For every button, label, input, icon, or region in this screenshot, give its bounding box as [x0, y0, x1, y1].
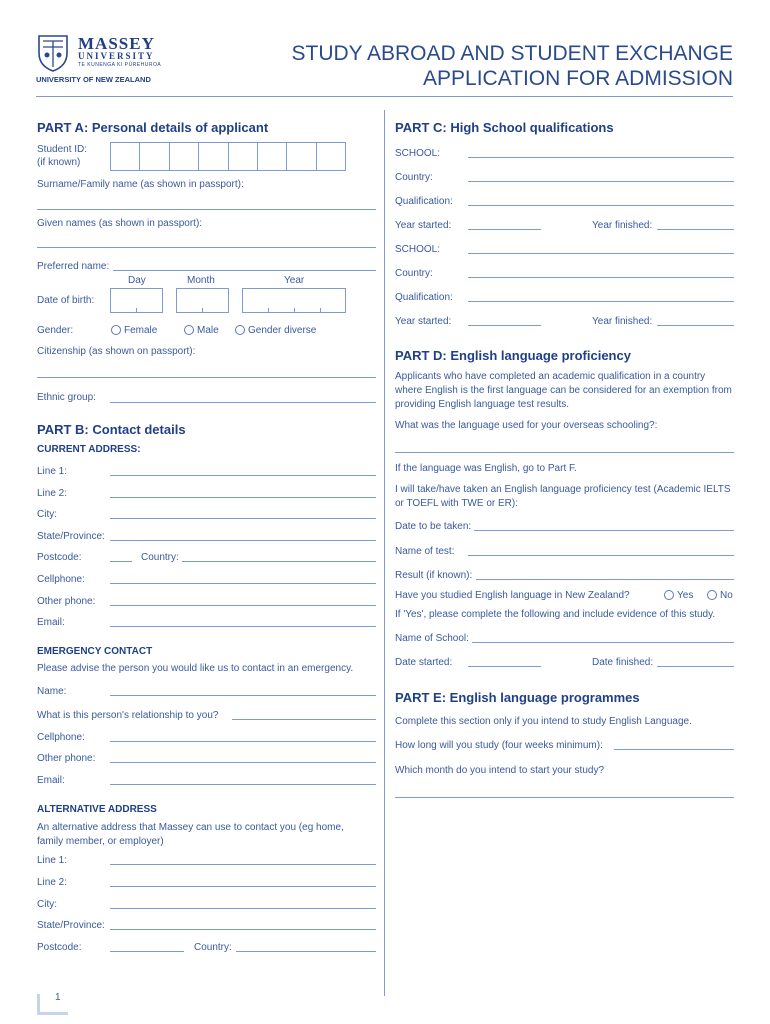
alt-state-field[interactable] — [110, 929, 376, 930]
cur-postcode-field[interactable] — [110, 561, 132, 562]
which-month-label: Which month do you intend to start your study? — [395, 765, 604, 776]
c1-qualification-label: Qualification: — [395, 196, 453, 207]
form-title — [292, 41, 733, 91]
c2-school-field[interactable] — [468, 253, 734, 254]
given-names-label: Given names (as shown in passport): — [37, 218, 203, 229]
student-id-label: Student ID: — [37, 144, 88, 155]
if-yes-note: If 'Yes', please complete the following and include evidence of this study. — [395, 609, 716, 620]
gender-female-label: Female — [124, 325, 158, 336]
cur-email-field[interactable] — [110, 626, 376, 627]
logo-name: MASSEY — [78, 34, 155, 53]
em-email-field[interactable] — [110, 784, 376, 785]
gender-label: Gender: — [37, 325, 74, 336]
ethnic-group-field[interactable] — [110, 402, 376, 403]
dob-day-label: Day — [128, 275, 146, 286]
page-corner-mark — [37, 994, 68, 1015]
cur-city-field[interactable] — [110, 518, 376, 519]
alt-line1-field[interactable] — [110, 864, 376, 865]
date-taken-label: Date to be taken: — [395, 521, 472, 532]
cur-state-field[interactable] — [110, 540, 376, 541]
student-id-input[interactable] — [110, 142, 346, 171]
test-note: I will take/have taken an English language proficiency test (Academic IELTS or TOEFL with TWE or ER): — [395, 484, 731, 509]
current-address-heading: CURRENT ADDRESS: — [37, 444, 141, 455]
cur-line2-label: Line 2: — [37, 488, 68, 499]
part-e-note: Complete this section only if you intend to study English Language. — [395, 716, 692, 727]
alt-city-label: City: — [37, 899, 57, 910]
dob-month-label: Month — [187, 275, 215, 286]
em-name-label: Name: — [37, 686, 67, 697]
citizenship-label: Citizenship (as shown on passport): — [37, 346, 196, 357]
cur-country-label: Country: — [141, 552, 179, 563]
column-divider — [384, 110, 385, 996]
title-line1: STUDY ABROAD AND STUDENT EXCHANGE — [291, 42, 733, 65]
date-finished-field[interactable] — [657, 666, 734, 667]
how-long-field[interactable] — [614, 749, 734, 750]
if-english-note: If the language was English, go to Part F. — [395, 463, 577, 474]
name-test-field[interactable] — [468, 555, 734, 556]
alt-country-field[interactable] — [236, 951, 376, 952]
given-names-field[interactable] — [37, 247, 376, 248]
dob-year-label: Year — [284, 275, 305, 286]
logo-country: UNIVERSITY OF NEW ZEALAND — [36, 75, 151, 84]
preferred-name-field[interactable] — [113, 270, 376, 271]
c2-qualification-field[interactable] — [468, 301, 734, 302]
how-long-label: How long will you study (four weeks minimum): — [395, 740, 603, 751]
part-e-heading: PART E: English language programmes — [395, 690, 640, 705]
dob-label: Date of birth: — [37, 295, 95, 306]
logo-sub: UNIVERSITY — [78, 51, 155, 61]
part-d-heading: PART D: English language proficiency — [395, 348, 631, 363]
surname-field[interactable] — [37, 209, 376, 210]
em-name-field[interactable] — [110, 695, 376, 696]
alt-line1-label: Line 1: — [37, 855, 68, 866]
cur-line2-field[interactable] — [110, 497, 376, 498]
c1-school-label: SCHOOL: — [395, 148, 441, 159]
ethnic-group-label: Ethnic group: — [37, 392, 96, 403]
c1-year-started-field[interactable] — [468, 229, 541, 230]
c2-country-field[interactable] — [468, 277, 734, 278]
c2-year-started-label: Year started: — [395, 316, 452, 327]
cur-postcode-label: Postcode: — [37, 552, 82, 563]
crest-icon — [36, 33, 70, 73]
em-otherphone-label: Other phone: — [37, 753, 96, 764]
part-d-intro: Applicants who have completed an academic qualification in a country where English is the first language can be considered for an exemption from providing English language test results. — [395, 371, 732, 410]
c1-year-started-label: Year started: — [395, 220, 452, 231]
gender-male-label: Male — [197, 325, 219, 336]
schooling-language-field[interactable] — [395, 452, 734, 453]
massey-logo — [36, 33, 166, 85]
alt-postcode-field[interactable] — [110, 951, 184, 952]
part-a-heading: PART A: Personal details of applicant — [37, 120, 269, 135]
preferred-name-label: Preferred name: — [37, 261, 110, 272]
result-field[interactable] — [476, 579, 734, 580]
cur-otherphone-label: Other phone: — [37, 596, 96, 607]
which-month-field[interactable] — [395, 797, 734, 798]
date-started-field[interactable] — [468, 666, 541, 667]
part-b-heading: PART B: Contact details — [37, 422, 186, 437]
alt-country-label: Country: — [194, 942, 232, 953]
name-test-label: Name of test: — [395, 546, 455, 557]
cur-line1-label: Line 1: — [37, 466, 68, 477]
cur-otherphone-field[interactable] — [110, 605, 376, 606]
name-school-label: Name of School: — [395, 633, 469, 644]
studied-nz-no-label: No — [720, 590, 733, 601]
studied-nz-no-radio[interactable] — [707, 590, 717, 600]
cur-state-label: State/Province: — [37, 531, 105, 542]
cur-country-field[interactable] — [182, 561, 376, 562]
gender-diverse-label: Gender diverse — [248, 325, 317, 336]
result-label: Result (if known): — [395, 570, 473, 581]
cur-cellphone-field[interactable] — [110, 583, 376, 584]
c1-year-finished-label: Year finished: — [592, 220, 653, 231]
em-email-label: Email: — [37, 775, 65, 786]
c1-qualification-field[interactable] — [468, 205, 734, 206]
c1-country-label: Country: — [395, 172, 433, 183]
alternative-address-heading: ALTERNATIVE ADDRESS — [37, 804, 157, 815]
em-relationship-field[interactable] — [232, 719, 376, 720]
part-c-heading: PART C: High School qualifications — [395, 120, 614, 135]
c2-country-label: Country: — [395, 268, 433, 279]
header-rule — [36, 96, 733, 97]
c2-year-started-field[interactable] — [468, 325, 541, 326]
gender-diverse-radio[interactable] — [235, 325, 245, 335]
date-started-label: Date started: — [395, 657, 453, 668]
c2-year-finished-field[interactable] — [657, 325, 734, 326]
if-known-label: (if known) — [37, 157, 81, 168]
logo-maori: TE KUNENGA KI PŪREHUROA — [78, 62, 162, 68]
emergency-contact-heading: EMERGENCY CONTACT — [37, 646, 153, 657]
cur-cellphone-label: Cellphone: — [37, 574, 85, 585]
c2-school-label: SCHOOL: — [395, 244, 441, 255]
alt-state-label: State/Province: — [37, 920, 105, 931]
name-school-field[interactable] — [472, 642, 734, 643]
alt-line2-label: Line 2: — [37, 877, 68, 888]
emergency-note: Please advise the person you would like us to contact in an emergency. — [37, 663, 354, 674]
gender-female-radio[interactable] — [111, 325, 121, 335]
cur-line1-field[interactable] — [110, 475, 376, 476]
c2-year-finished-label: Year finished: — [592, 316, 653, 327]
citizenship-field[interactable] — [37, 377, 376, 378]
alternative-address-note: An alternative address that Massey can use to contact you (eg home, family member, or employer) — [37, 822, 344, 847]
em-cellphone-label: Cellphone: — [37, 732, 85, 743]
surname-label: Surname/Family name (as shown in passport): — [37, 179, 244, 190]
em-relationship-label: What is this person's relationship to you? — [37, 710, 219, 721]
alt-line2-field[interactable] — [110, 886, 376, 887]
c1-year-finished-field[interactable] — [657, 229, 734, 230]
page-number: 1 — [55, 992, 61, 1003]
cur-city-label: City: — [37, 509, 57, 520]
title-line2: APPLICATION FOR ADMISSION — [423, 67, 733, 90]
cur-email-label: Email: — [37, 617, 65, 628]
gender-male-radio[interactable] — [184, 325, 194, 335]
date-taken-field[interactable] — [474, 530, 734, 531]
c1-country-field[interactable] — [468, 181, 734, 182]
alt-postcode-label: Postcode: — [37, 942, 82, 953]
c1-school-field[interactable] — [468, 157, 734, 158]
studied-nz-yes-label: Yes — [677, 590, 694, 601]
c2-qualification-label: Qualification: — [395, 292, 453, 303]
schooling-language-label: What was the language used for your overseas schooling?: — [395, 420, 658, 431]
em-cellphone-field[interactable] — [110, 741, 376, 742]
studied-nz-label: Have you studied English language in New Zealand? — [395, 590, 630, 601]
date-finished-label: Date finished: — [592, 657, 654, 668]
studied-nz-yes-radio[interactable] — [664, 590, 674, 600]
alt-city-field[interactable] — [110, 908, 376, 909]
em-otherphone-field[interactable] — [110, 762, 376, 763]
